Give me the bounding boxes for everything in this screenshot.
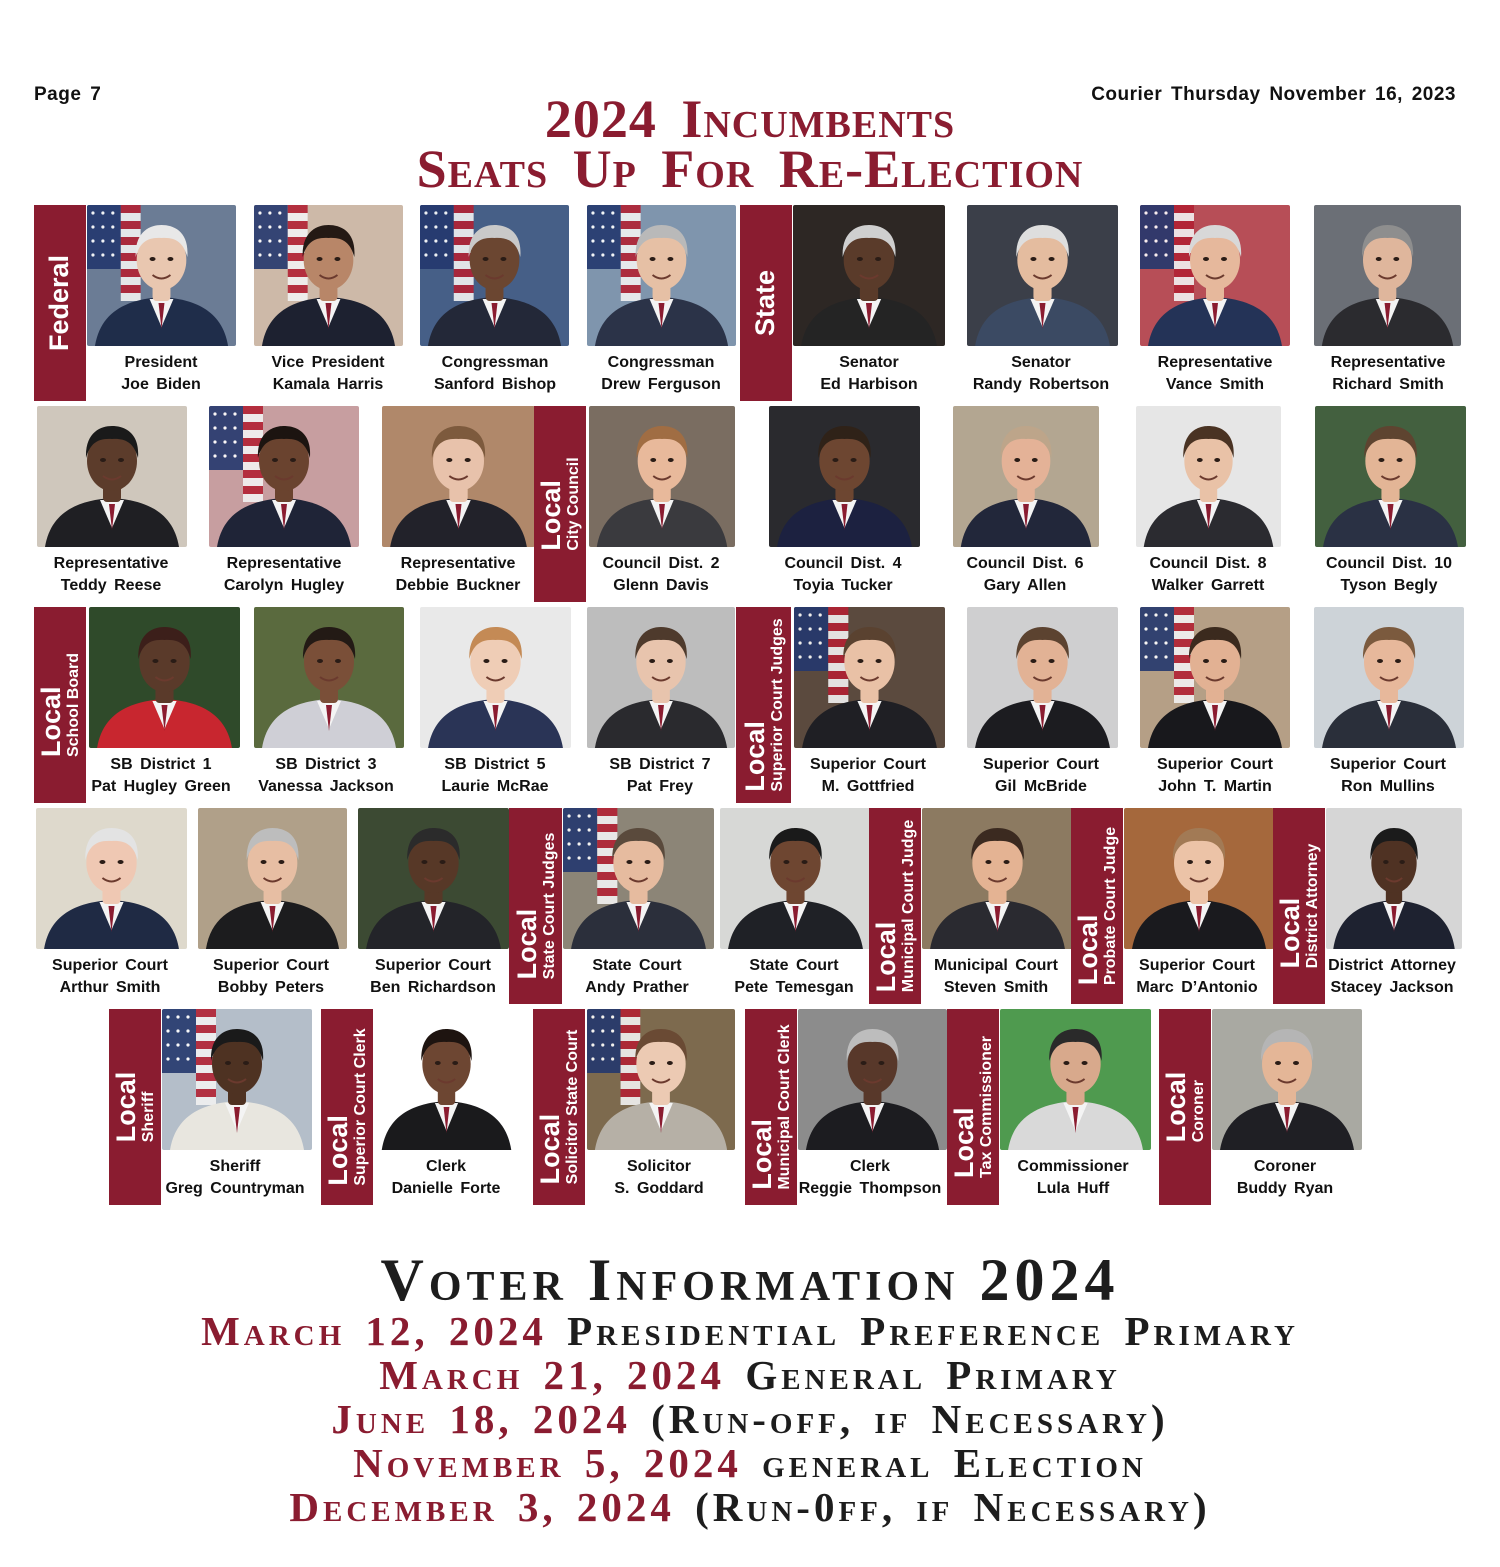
official-name: Pat Hugley Green [91,778,231,795]
official-photo [793,205,945,346]
portrait-illustration [1124,808,1274,949]
official-caption [1288,352,1488,396]
official-caption [896,955,1096,999]
official-photo [374,1009,519,1150]
category-office: Sheriff [139,1091,157,1143]
category-band-text [1277,844,1321,969]
portrait-illustration [382,406,535,547]
election-date: November 5, 2024 [353,1440,742,1486]
official-title: Congressman [441,354,549,371]
official-caption [768,754,968,798]
portrait-illustration [587,205,736,346]
voter-date-line [0,1352,1500,1398]
category-band [745,1009,797,1205]
official-photo [587,1009,735,1150]
category-office: Municipal Court Judge [899,819,917,993]
official-title: Vice President [271,354,385,371]
official-title: Representative [226,555,342,572]
official-photo [967,607,1118,748]
official-name: Ron Mullins [1341,778,1435,795]
category-office: Municipal Court Clerk [775,1024,793,1190]
official-title: District Attorney [1328,957,1456,974]
official-title: Superior Court [52,957,168,974]
category-level: Local [111,1071,142,1143]
portrait-illustration [769,406,920,547]
official-title: Clerk [849,1158,891,1175]
official-title: Clerk [425,1158,467,1175]
official-title: President [124,354,198,371]
official-photo [769,406,920,547]
official-caption [560,754,760,798]
official-photo [794,607,945,748]
official-name: Bobby Peters [217,979,325,996]
portrait-illustration [374,1009,519,1150]
official-caption [769,352,969,396]
official-caption [11,553,211,597]
election-date: June 18, 2024 [331,1396,631,1442]
portrait-illustration [1326,808,1462,949]
category-band [34,607,86,803]
category-band-text [752,270,780,336]
category-band-text [325,1028,369,1185]
voter-date-line [0,1308,1500,1354]
official-caption [694,955,894,999]
category-level: Local [1073,914,1104,986]
portrait-illustration [37,406,187,547]
official-name: John T. Martin [1158,778,1272,795]
portrait-illustration [209,406,359,547]
portrait-illustration [1000,1009,1151,1150]
category-band-text [1075,827,1119,985]
official-caption [925,553,1125,597]
official-name: Ben Richardson [370,979,496,996]
official-photo [420,607,571,748]
official-name: Walker Garrett [1151,577,1265,594]
official-photo [37,406,187,547]
official-title: State Court [592,957,682,974]
official-caption [941,754,1141,798]
official-title: Superior Court [1139,957,1255,974]
official-photo [358,808,509,949]
official-photo [1326,808,1462,949]
category-band-text [46,255,74,351]
official-name: S. Goddard [614,1180,704,1197]
official-title: Municipal Court [934,957,1058,974]
voter-date-line [0,1396,1500,1442]
portrait-illustration [254,205,403,346]
official-title: SB District 1 [110,756,212,773]
official-name: Vanessa Jackson [258,778,394,795]
official-name: Andy Prather [585,979,689,996]
official-caption [1115,754,1315,798]
official-title: Superior Court [810,756,926,773]
official-name: Gary Allen [983,577,1067,594]
category-band-text [1163,1072,1207,1143]
official-photo [587,205,736,346]
official-photo [953,406,1099,547]
portrait-illustration [953,406,1099,547]
election-event: (Run-0ff, if Necessary) [695,1484,1211,1530]
portrait-illustration [798,1009,947,1150]
portrait-illustration [1140,607,1290,748]
official-caption [559,1156,759,1200]
official-name: Vance Smith [1165,376,1265,393]
official-name: Randy Robertson [972,376,1110,393]
portrait-illustration [87,205,236,346]
official-photo [1140,205,1290,346]
category-office: Superior Court Clerk [351,1028,369,1186]
category-band-text [538,457,582,550]
category-office: School Board [64,652,82,758]
official-name: Greg Countryman [165,1180,305,1197]
official-title: Representative [400,555,516,572]
official-photo [382,406,535,547]
category-band [1071,808,1123,1004]
official-name: Richard Smith [1332,376,1444,393]
official-name: M. Gottfried [821,778,915,795]
official-title: Solicitor [626,1158,691,1175]
official-photo [1315,406,1466,547]
official-name: Joe Biden [121,376,201,393]
voter-info-heading: Voter Information 2024 [380,1247,1120,1313]
official-photo [587,607,735,748]
category-office: Probate Court Judge [1101,826,1119,986]
official-name: Buddy Ryan [1236,1180,1334,1197]
official-photo [922,808,1073,949]
official-name: Danielle Forte [391,1180,501,1197]
portrait-illustration [1212,1009,1362,1150]
official-photo [162,1009,312,1150]
official-caption [1289,553,1489,597]
category-band [34,205,86,401]
title-line-2: Seats Up For Re-Election [416,139,1084,199]
official-name: Toyia Tucker [793,577,893,594]
official-photo [720,808,871,949]
category-level: Local [1275,897,1306,969]
category-band-text [951,1036,995,1178]
portrait-illustration [967,205,1118,346]
portrait-illustration [720,808,871,949]
official-title: Representative [1330,354,1446,371]
official-title: Representative [53,555,169,572]
voter-date-line [0,1440,1500,1486]
official-caption [941,352,1141,396]
category-level: Local [536,480,567,551]
official-name: Reggie Thompson [798,1180,942,1197]
official-title: Senator [1011,354,1071,371]
official-photo [87,205,236,346]
official-caption [1108,553,1308,597]
official-name: Sanford Bishop [433,376,557,393]
official-photo [1140,607,1290,748]
category-office: Tax Commissioner [977,1036,995,1178]
category-level: Local [511,908,542,980]
portrait-illustration [1136,406,1281,547]
official-caption [333,955,533,999]
official-caption [135,1156,335,1200]
official-title: Sheriff [209,1158,261,1175]
portrait-illustration [587,1009,735,1150]
official-photo [1212,1009,1362,1150]
category-level: Local [535,1113,566,1185]
category-band [869,808,921,1004]
official-photo [589,406,735,547]
official-caption [358,553,558,597]
category-band [1273,808,1325,1004]
official-caption [1097,955,1297,999]
portrait-illustration [1140,205,1290,346]
category-band [321,1009,373,1205]
category-level: Federal [44,254,75,352]
category-band-text [749,1024,793,1189]
issue-date: Courier Thursday November 16, 2023 [1091,84,1456,105]
official-photo [420,205,569,346]
official-photo [563,808,714,949]
election-event: General Primary [745,1352,1121,1398]
official-photo [1000,1009,1151,1150]
official-photo [209,406,359,547]
official-photo [1136,406,1281,547]
official-title: Coroner [1253,1158,1317,1175]
election-date: December 3, 2024 [289,1484,675,1530]
official-caption [561,352,761,396]
category-band-text [739,618,786,792]
portrait-illustration [793,205,945,346]
category-band [947,1009,999,1205]
category-band-text [511,832,558,980]
official-photo [254,205,403,346]
portrait-illustration [89,607,240,748]
portrait-illustration [1314,607,1464,748]
category-band-text [38,653,82,757]
portrait-illustration [420,607,571,748]
official-name: Ed Harbison [820,376,918,393]
title-line-1: 2024 Incumbents [544,89,956,149]
official-title: Superior Court [983,756,1099,773]
official-name: Arthur Smith [59,979,161,996]
official-name: Kamala Harris [272,376,384,393]
official-name: Teddy Reese [60,577,162,594]
official-caption [743,553,943,597]
category-level: Local [1161,1071,1192,1143]
official-title: Council Dist. 8 [1149,555,1267,572]
category-band-text [113,1072,157,1143]
official-title: Superior Court [1157,756,1273,773]
election-event: general Election [762,1440,1147,1486]
category-office: District Attorney [1303,843,1321,969]
official-title: Council Dist. 2 [602,555,720,572]
category-level: Local [871,921,902,993]
official-name: Drew Ferguson [601,376,721,393]
portrait-illustration [1315,406,1466,547]
portrait-illustration [420,205,569,346]
page-number: Page 7 [34,84,102,105]
official-caption [1185,1156,1385,1200]
official-caption [1115,352,1315,396]
portrait-illustration [198,808,347,949]
official-caption [770,1156,970,1200]
official-photo [254,607,404,748]
portrait-illustration [254,607,404,748]
portrait-illustration [587,607,735,748]
official-title: Council Dist. 6 [966,555,1084,572]
portrait-illustration [922,808,1073,949]
category-office: State Court Judges [540,832,558,980]
official-title: SB District 5 [444,756,546,773]
official-photo [1314,205,1461,346]
category-band [509,808,562,1004]
category-level: State [750,269,781,337]
portrait-illustration [589,406,735,547]
official-title: Council Dist. 10 [1325,555,1453,572]
category-band [740,205,792,401]
category-office: Coroner [1189,1080,1207,1143]
category-band [736,607,791,803]
official-photo [1124,808,1274,949]
voter-date-line [0,1484,1500,1530]
category-level: Local [36,686,67,758]
category-band [1159,1009,1211,1205]
category-office: City Council [564,457,582,551]
official-title: Congressman [607,354,715,371]
election-event: (Run-off, if Necessary) [651,1396,1169,1442]
portrait-illustration [794,607,945,748]
official-name: Carolyn Hugley [223,577,345,594]
category-level: Local [739,721,770,792]
category-band [533,1009,585,1205]
category-level: Local [323,1115,354,1186]
official-name: Gil McBride [995,778,1087,795]
official-photo [798,1009,947,1150]
category-office: Solicitor State Court [563,1029,581,1185]
portrait-illustration [36,808,187,949]
official-name: Steven Smith [943,979,1049,996]
official-title: Commissioner [1017,1158,1129,1175]
category-band-text [537,1030,581,1185]
official-title: SB District 3 [275,756,377,773]
election-date: March 12, 2024 [201,1308,547,1354]
portrait-illustration [967,607,1118,748]
portrait-illustration [563,808,714,949]
category-band-text [873,820,917,992]
official-photo [198,808,347,949]
official-name: Laurie McRae [441,778,549,795]
official-name: Stacey Jackson [1330,979,1454,996]
election-event: Presidential Preference Primary [567,1308,1299,1354]
portrait-illustration [358,808,509,949]
official-name: Glenn Davis [613,577,709,594]
official-photo [967,205,1118,346]
official-caption [1288,754,1488,798]
category-office: Superior Court Judges [768,618,786,792]
category-band [534,406,586,602]
official-photo [89,607,240,748]
portrait-illustration [162,1009,312,1150]
official-photo [36,808,187,949]
official-caption [184,553,384,597]
official-name: Tyson Begly [1340,577,1438,594]
category-band [109,1009,161,1205]
official-caption [973,1156,1173,1200]
official-title: Senator [839,354,899,371]
official-caption [346,1156,546,1200]
official-title: Superior Court [213,957,329,974]
official-title: State Court [749,957,839,974]
official-name: Marc D’Antonio [1136,979,1258,996]
official-title: Superior Court [375,957,491,974]
official-name: Pete Temesgan [734,979,854,996]
official-name: Pat Frey [626,778,694,795]
category-level: Local [747,1119,778,1190]
official-title: SB District 7 [609,756,711,773]
official-title: Council Dist. 4 [784,555,902,572]
official-title: Superior Court [1330,756,1446,773]
official-title: Representative [1157,354,1273,371]
official-caption [561,553,761,597]
official-name: Debbie Buckner [395,577,521,594]
official-name: Lula Huff [1036,1180,1110,1197]
category-level: Local [949,1107,980,1178]
portrait-illustration [1314,205,1461,346]
official-photo [1314,607,1464,748]
election-date: March 21, 2024 [379,1352,726,1398]
